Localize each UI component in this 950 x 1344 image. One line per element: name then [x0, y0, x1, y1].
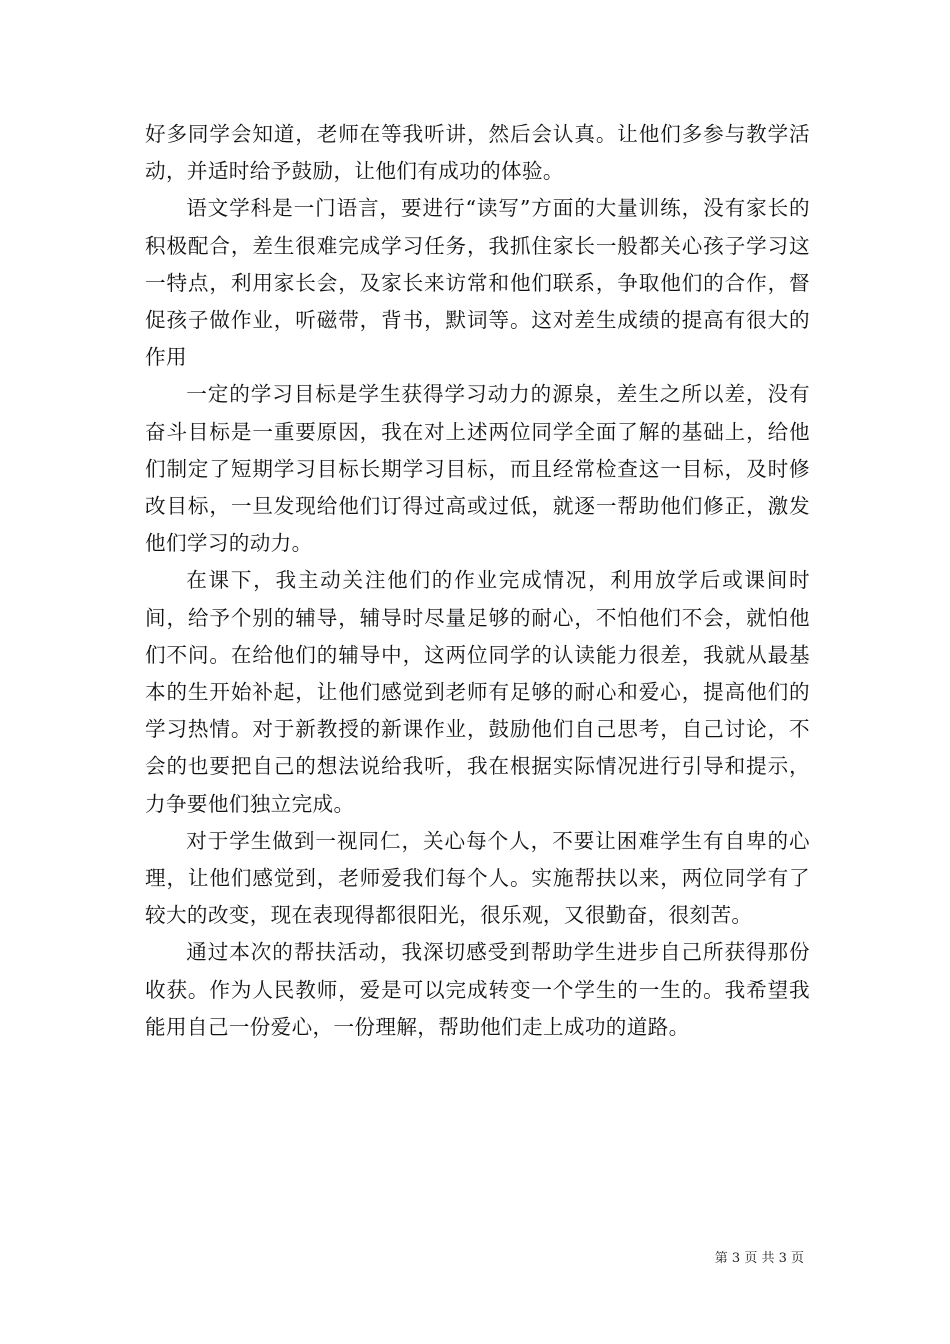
- paragraph-3: 一定的学习目标是学生获得学习动力的源泉，差生之所以差，没有奋斗目标是一重要原因，我在对上述两位同学全面了解的基础上，给他们制定了短期学习目标长期学习目标，而且经常检查这一目标，及时修改目标，一旦发现给他们订得过高或过低，就逐一帮助他们修正，激发他们学习的动力。: [145, 382, 810, 556]
- paragraph-5: 对于学生做到一视同仁，关心每个人，不要让困难学生有自卑的心理，让他们感觉到，老师爱我们每个人。实施帮扶以来，两位同学有了较大的改变，现在表现得都很阳光，很乐观，又很勤奋，很刻苦。: [145, 828, 810, 928]
- paragraph-4: 在课下，我主动关注他们的作业完成情况，利用放学后或课间时间，给予个别的辅导，辅导时尽量足够的耐心，不怕他们不会，就怕他们不问。在给他们的辅导中，这两位同学的认读能力很差，我就从最基本的生开始补起，让他们感觉到老师有足够的耐心和爱心，提高他们的学习热情。对于新教授的新课作业，鼓励他们自己思考，自己讨论，不会的也要把自己的想法说给我听，我在根据实际情况进行引导和提示，力争要他们独立完成。: [145, 568, 810, 816]
- paragraph-6: 通过本次的帮扶活动，我深切感受到帮助学生进步自己所获得那份收获。作为人民教师，爱是可以完成转变一个学生的一生的。我希望我能用自己一份爱心，一份理解，帮助他们走上成功的道路。: [145, 940, 810, 1039]
- paragraph-1: 好多同学会知道，老师在等我听讲，然后会认真。让他们多参与教学活动，并适时给予鼓励，让他们有成功的体验。: [145, 122, 810, 184]
- document-body: [145, 116, 810, 1046]
- page-number-footer: 第 3 页 共 3 页: [714, 1251, 804, 1266]
- paragraph-2: 语文学科是一门语言，要进行“读写”方面的大量训练，没有家长的积极配合，差生很难完成学习任务，我抓住家长一般都关心孩子学习这一特点，利用家长会，及家长来访常和他们联系，争取他们的合作，督促孩子做作业，听磁带，背书，默词等。这对差生成绩的提高有很大的作用: [145, 196, 810, 370]
